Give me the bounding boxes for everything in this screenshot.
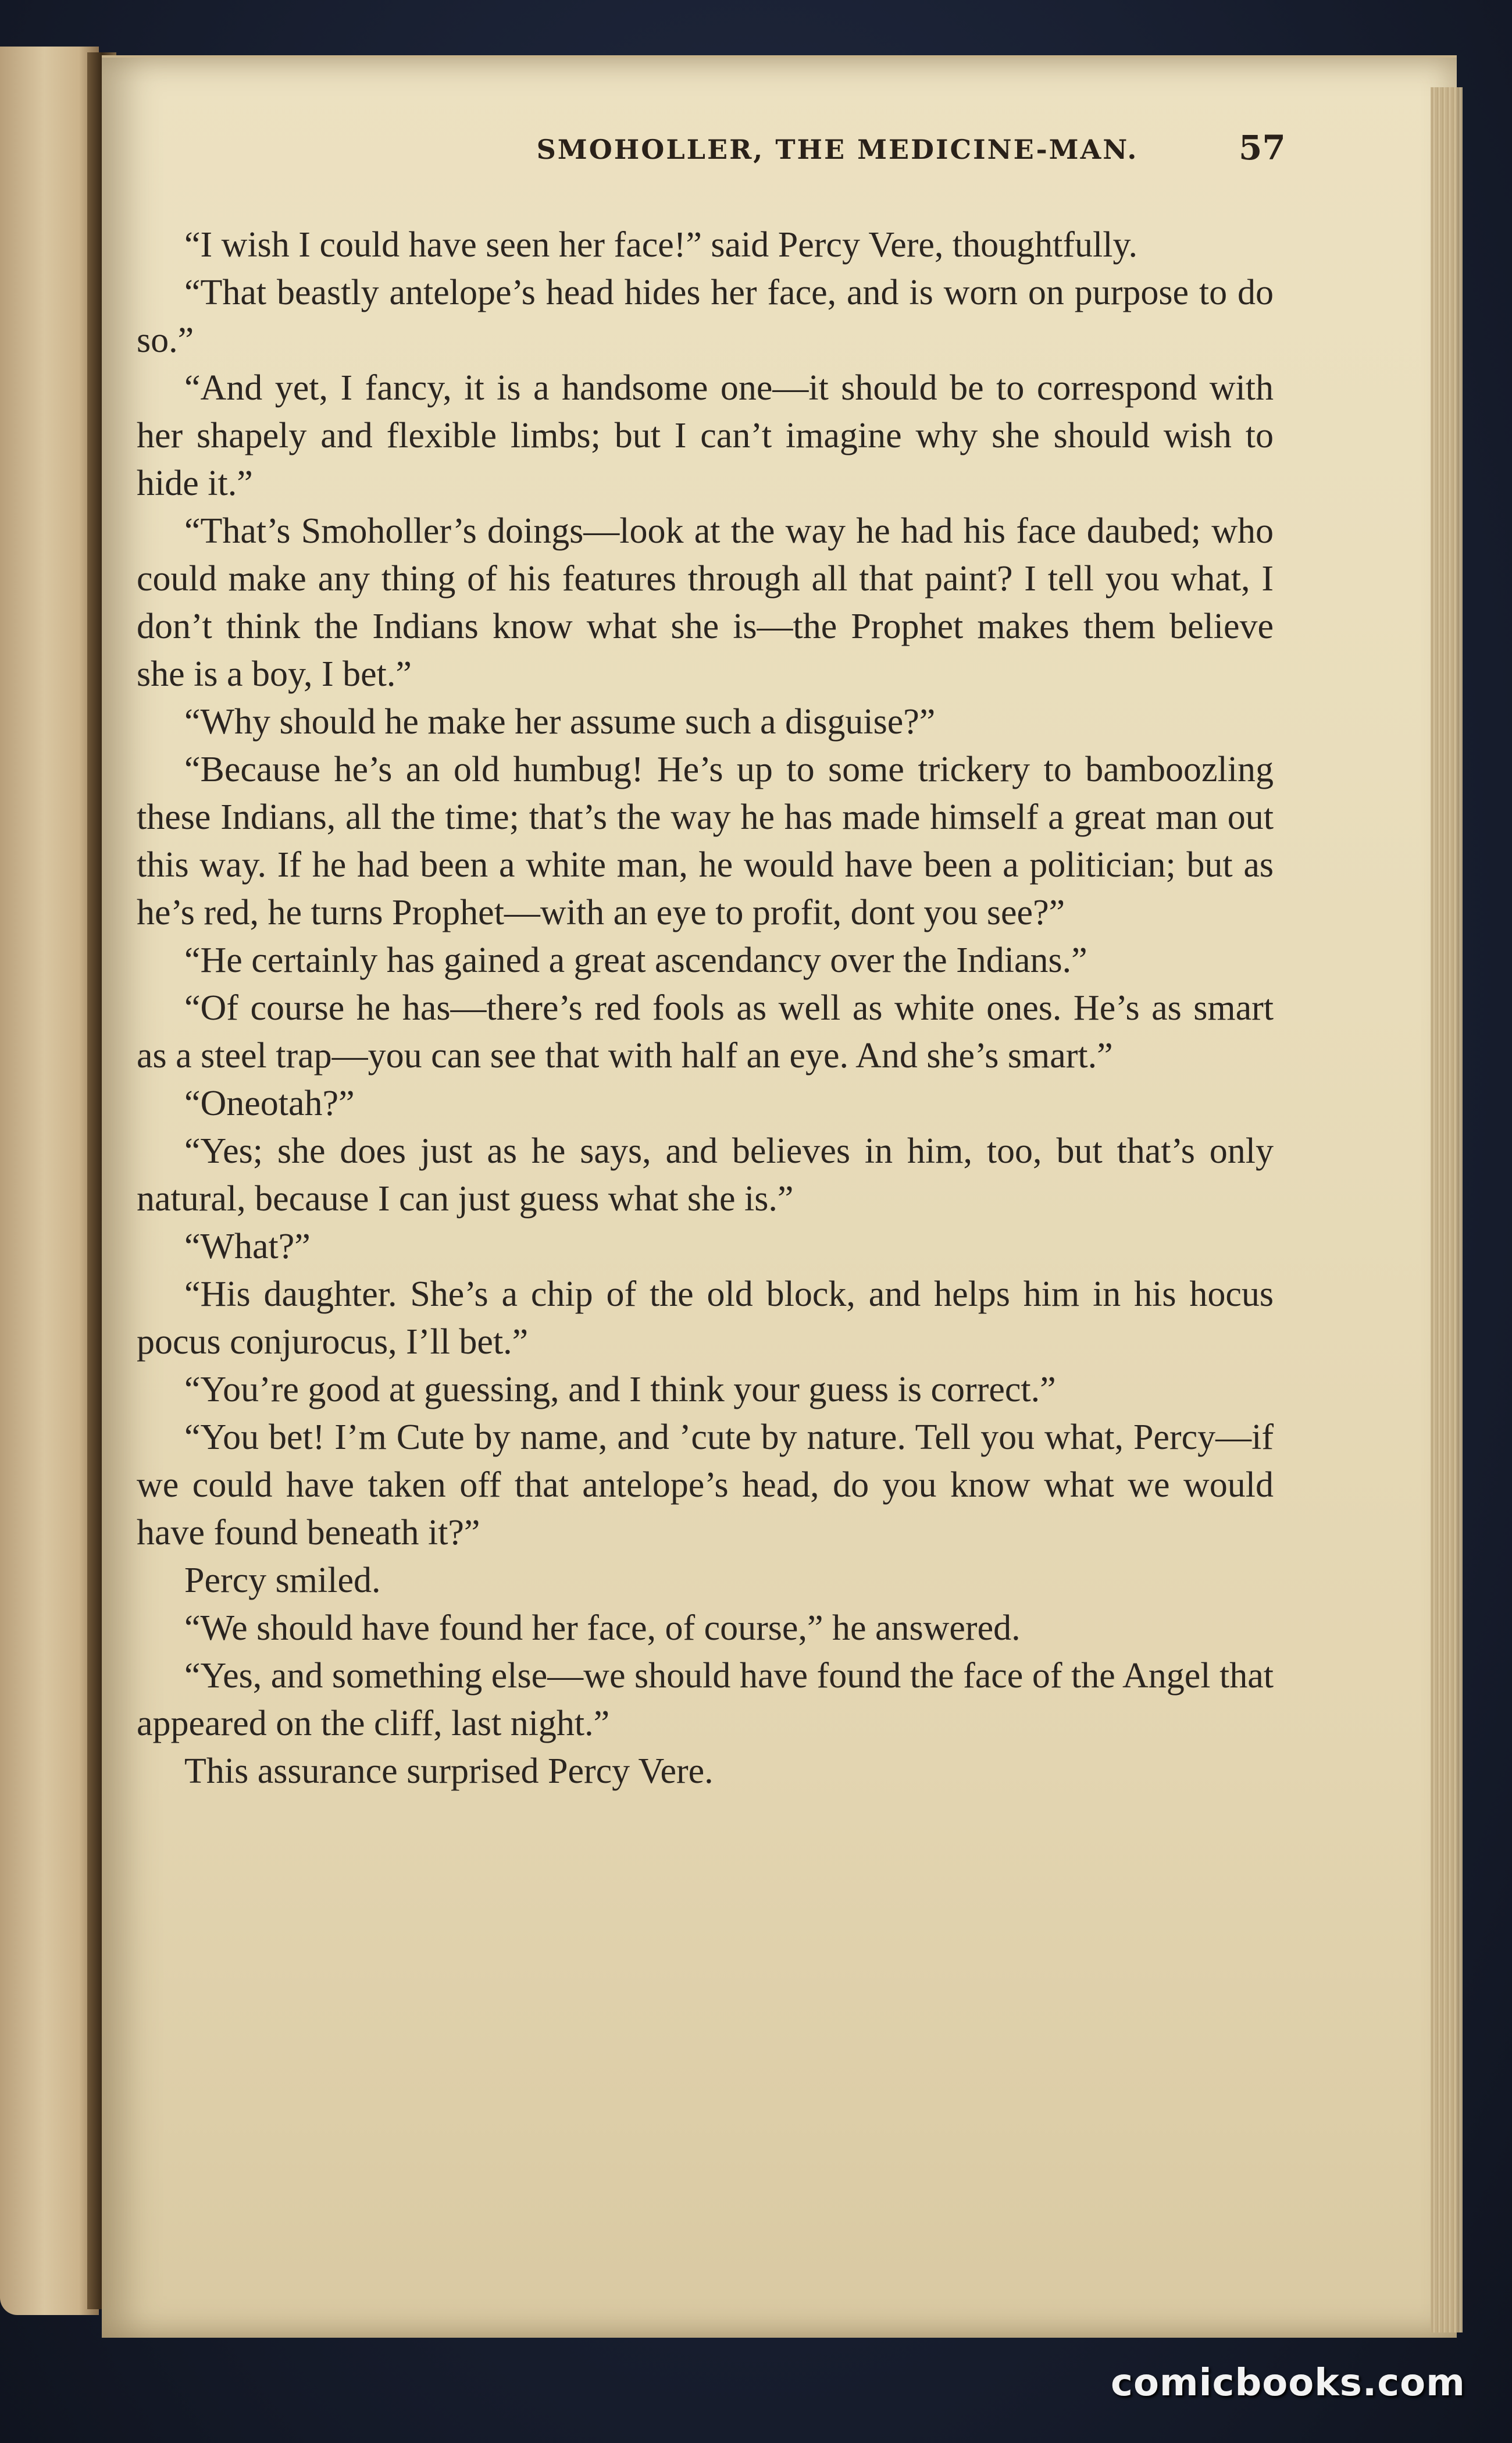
paragraph: This assurance surprised Percy Vere. [184, 1751, 714, 1791]
paragraph: “That’s Smoholler’s doings—look at the way he had his face daubed; who could make any thing of his features through all that paint? I tell you what, I don’t think the Indians know what she is—the Prophet makes them believe she is a boy, I bet.” [137, 511, 1274, 694]
paragraph: “And yet, I fancy, it is a handsome one—it should be to correspond with her shapely and flexible limbs; but I can’t imagine why she should wish to hide it.” [137, 368, 1274, 503]
page-stack-edge [1431, 87, 1463, 2332]
paragraph: “Why should he make her assume such a disguise?” [184, 702, 936, 742]
paragraph: “Yes; she does just as he says, and believes in him, too, but that’s only natural, because I can just guess what she is.” [137, 1131, 1274, 1219]
paragraph: “What?” [184, 1227, 311, 1266]
paragraph: “Because he’s an old humbug! He’s up to some trickery to bamboozling these Indians, all the time; that’s the way he has made himself a great man out this way. If he had been a white man, he would have been a politician; but as he’s red, he turns Prophet—with an eye to profit, dont you see?” [137, 750, 1274, 932]
paragraph: “You bet! I’m Cute by name, and ’cute by nature. Tell you what, Percy—if we could have taken off that antelope’s head, do you know what we would have found beneath it?” [137, 1418, 1274, 1552]
page-body [137, 221, 1274, 1795]
paragraph: “Of course he has—there’s red fools as well as white ones. He’s as smart as a steel trap—you can see that with half an eye. And she’s smart.” [137, 988, 1274, 1076]
paragraph: “We should have found her face, of course,” he answered. [184, 1608, 1021, 1648]
paragraph: “Yes, and something else—we should have found the face of the Angel that appeared on the cliff, last night.” [137, 1656, 1274, 1743]
paragraph: “I wish I could have seen her face!” said Percy Vere, thoughtfully. [184, 225, 1137, 265]
facing-page-edge [0, 47, 99, 2315]
running-title: SMOHOLLER, THE MEDICINE-MAN. [536, 134, 1139, 165]
page-number: 57 [1239, 128, 1286, 168]
paragraph: “His daughter. She’s a chip of the old block, and helps him in his hocus pocus conjurocus, I’ll bet.” [137, 1274, 1274, 1362]
paragraph: “Oneotah?” [184, 1084, 355, 1123]
site-watermark: comicbooks.com [1111, 2362, 1465, 2405]
paragraph: “That beastly antelope’s head hides her face, and is worn on purpose to do so.” [137, 273, 1274, 360]
paragraph: Percy smiled. [184, 1561, 381, 1600]
paragraph: “He certainly has gained a great ascendancy over the Indians.” [184, 941, 1087, 980]
paragraph: “You’re good at guessing, and I think your guess is correct.” [184, 1370, 1056, 1409]
